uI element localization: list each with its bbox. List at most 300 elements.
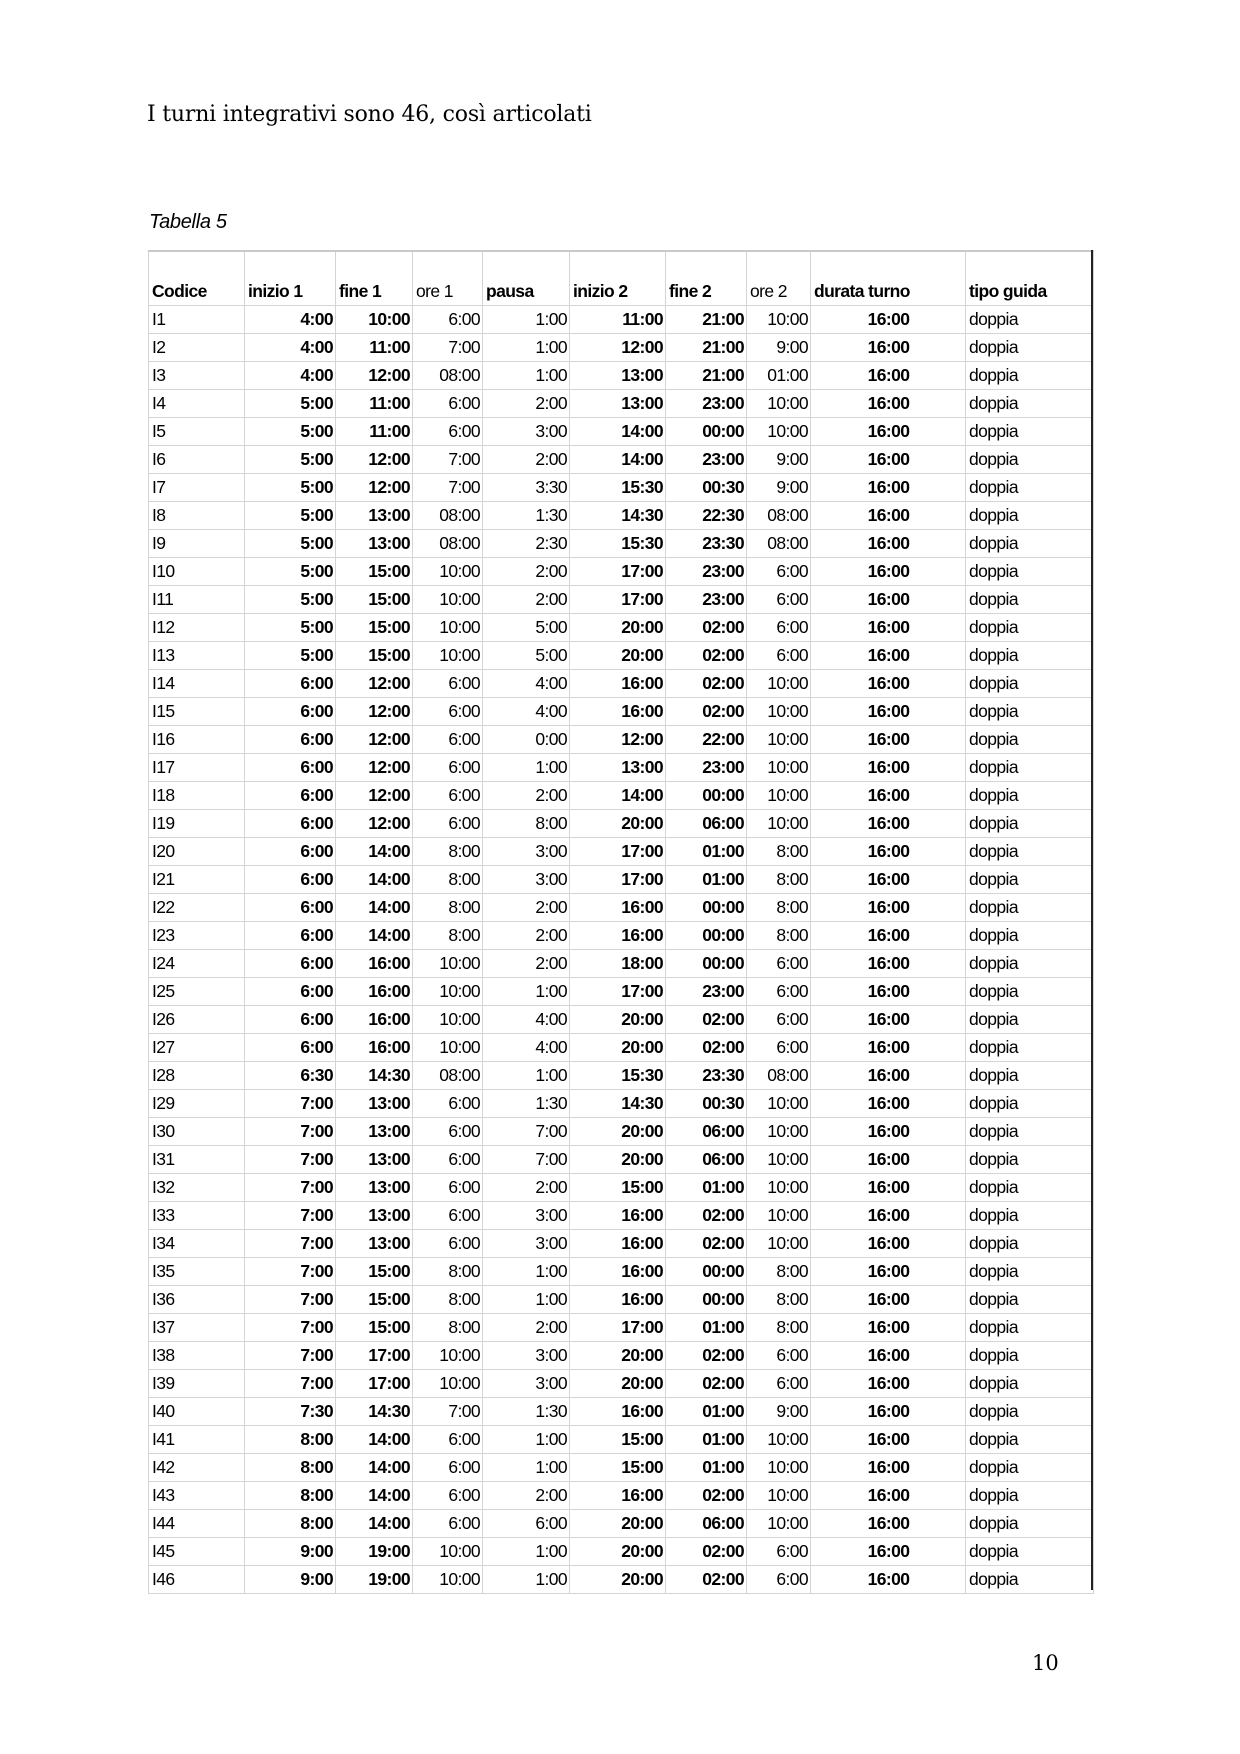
table-cell: I45 — [149, 1538, 245, 1566]
table-cell: 01:00 — [666, 1398, 747, 1426]
table-row — [149, 1314, 1094, 1342]
table-cell: 7:00 — [245, 1342, 336, 1370]
table-cell: 16:00 — [811, 1566, 966, 1594]
table-cell: doppia — [966, 1118, 1094, 1146]
table-cell: 13:00 — [570, 362, 666, 390]
table-cell: 2:00 — [483, 1482, 570, 1510]
table-row — [149, 726, 1094, 754]
table-cell: 16:00 — [811, 446, 966, 474]
table-cell: 5:00 — [245, 586, 336, 614]
table-cell: 16:00 — [811, 1230, 966, 1258]
table-cell: 2:00 — [483, 558, 570, 586]
table-cell: 6:00 — [413, 698, 483, 726]
header-cell: pausa — [483, 251, 570, 306]
table-cell: I24 — [149, 950, 245, 978]
table-row — [149, 782, 1094, 810]
table-cell: 6:00 — [245, 698, 336, 726]
table-cell: 17:00 — [570, 586, 666, 614]
table-cell: 6:00 — [245, 670, 336, 698]
table-cell: 3:00 — [483, 1230, 570, 1258]
table-cell: 1:30 — [483, 1398, 570, 1426]
table-cell: I20 — [149, 838, 245, 866]
table-cell: 00:00 — [666, 894, 747, 922]
table-cell: doppia — [966, 670, 1094, 698]
table-cell: 2:30 — [483, 530, 570, 558]
table-cell: doppia — [966, 1006, 1094, 1034]
table-cell: 1:00 — [483, 362, 570, 390]
table-cell: 17:00 — [336, 1342, 413, 1370]
table-cell: 01:00 — [666, 1454, 747, 1482]
table-cell: 2:00 — [483, 782, 570, 810]
table-cell: 14:00 — [570, 446, 666, 474]
table-cell: doppia — [966, 558, 1094, 586]
table-cell: I38 — [149, 1342, 245, 1370]
table-row — [149, 306, 1094, 334]
table-cell: 10:00 — [747, 306, 811, 334]
table-cell: doppia — [966, 922, 1094, 950]
table-row — [149, 1538, 1094, 1566]
table-cell: I5 — [149, 418, 245, 446]
table-cell: doppia — [966, 1538, 1094, 1566]
table-cell: 14:00 — [336, 1454, 413, 1482]
table-cell: 6:00 — [245, 782, 336, 810]
table-cell: 14:00 — [336, 922, 413, 950]
table-cell: 11:00 — [336, 334, 413, 362]
table-cell: 14:30 — [570, 502, 666, 530]
table-cell: 16:00 — [570, 698, 666, 726]
table-cell: 7:00 — [413, 334, 483, 362]
table-cell: 6:00 — [413, 1174, 483, 1202]
table-cell: 7:00 — [245, 1286, 336, 1314]
table-cell: I41 — [149, 1426, 245, 1454]
table-cell: I43 — [149, 1482, 245, 1510]
table-cell: 23:00 — [666, 586, 747, 614]
table-cell: 11:00 — [336, 390, 413, 418]
table-cell: 16:00 — [811, 418, 966, 446]
table-body — [149, 251, 1094, 1594]
table-cell: 6:00 — [413, 754, 483, 782]
table-cell: I44 — [149, 1510, 245, 1538]
table-cell: I39 — [149, 1370, 245, 1398]
table-cell: 17:00 — [570, 558, 666, 586]
table-cell: doppia — [966, 1482, 1094, 1510]
table-cell: 16:00 — [811, 614, 966, 642]
table-cell: 01:00 — [747, 362, 811, 390]
table-cell: I33 — [149, 1202, 245, 1230]
header-cell: inizio 1 — [245, 251, 336, 306]
table-cell: doppia — [966, 306, 1094, 334]
table-row — [149, 642, 1094, 670]
table-cell: 1:30 — [483, 1090, 570, 1118]
table-row — [149, 922, 1094, 950]
table-cell: 16:00 — [811, 1426, 966, 1454]
table-cell: 8:00 — [245, 1510, 336, 1538]
table-cell: 10:00 — [747, 810, 811, 838]
table-cell: 3:00 — [483, 838, 570, 866]
table-cell: 10:00 — [413, 1566, 483, 1594]
header-cell: tipo guida — [966, 251, 1094, 306]
table-cell: 15:00 — [336, 1314, 413, 1342]
table-cell: doppia — [966, 586, 1094, 614]
table-cell: I12 — [149, 614, 245, 642]
table-cell: I31 — [149, 1146, 245, 1174]
table-cell: doppia — [966, 418, 1094, 446]
table-cell: 9:00 — [245, 1566, 336, 1594]
table-cell: 16:00 — [811, 810, 966, 838]
table-cell: 14:00 — [570, 782, 666, 810]
table-cell: 10:00 — [747, 1174, 811, 1202]
table-cell: 17:00 — [570, 866, 666, 894]
table-row — [149, 1034, 1094, 1062]
table-cell: 12:00 — [336, 754, 413, 782]
table-cell: I28 — [149, 1062, 245, 1090]
table-cell: 8:00 — [747, 1314, 811, 1342]
table-cell: 16:00 — [811, 1258, 966, 1286]
table-row — [149, 1230, 1094, 1258]
table-cell: 02:00 — [666, 698, 747, 726]
table-cell: I37 — [149, 1314, 245, 1342]
table-cell: 8:00 — [413, 922, 483, 950]
table-row — [149, 810, 1094, 838]
table-cell: I36 — [149, 1286, 245, 1314]
table-cell: 16:00 — [811, 1062, 966, 1090]
table-cell: 7:00 — [245, 1202, 336, 1230]
table-cell: 13:00 — [336, 502, 413, 530]
table-cell: 3:00 — [483, 1370, 570, 1398]
table-cell: 14:30 — [570, 1090, 666, 1118]
table-cell: 20:00 — [570, 1370, 666, 1398]
table-cell: 1:00 — [483, 306, 570, 334]
table-cell: 00:00 — [666, 1286, 747, 1314]
table-cell: 18:00 — [570, 950, 666, 978]
table-cell: I32 — [149, 1174, 245, 1202]
table-cell: 16:00 — [570, 922, 666, 950]
table-cell: 6:00 — [413, 782, 483, 810]
table-cell: 6:00 — [413, 726, 483, 754]
table-cell: 6:00 — [413, 390, 483, 418]
table-cell: 23:00 — [666, 446, 747, 474]
table-cell: 02:00 — [666, 1538, 747, 1566]
table-cell: I30 — [149, 1118, 245, 1146]
table-cell: doppia — [966, 950, 1094, 978]
table-cell: 6:00 — [245, 866, 336, 894]
table-row — [149, 950, 1094, 978]
table-row — [149, 1398, 1094, 1426]
table-cell: 1:00 — [483, 978, 570, 1006]
table-cell: 5:00 — [483, 642, 570, 670]
table-cell: 6:00 — [747, 950, 811, 978]
table-cell: 10:00 — [336, 306, 413, 334]
table-cell: 8:00 — [747, 838, 811, 866]
table-cell: doppia — [966, 1454, 1094, 1482]
table-cell: 16:00 — [811, 334, 966, 362]
table-cell: doppia — [966, 1398, 1094, 1426]
table-row — [149, 418, 1094, 446]
table-cell: 3:00 — [483, 1342, 570, 1370]
table-cell: doppia — [966, 1286, 1094, 1314]
table-cell: doppia — [966, 362, 1094, 390]
table-row — [149, 1146, 1094, 1174]
table-cell: 6:00 — [245, 978, 336, 1006]
table-cell: 13:00 — [336, 530, 413, 558]
table-cell: 10:00 — [747, 1230, 811, 1258]
table-cell: 6:00 — [413, 1090, 483, 1118]
table-cell: 16:00 — [811, 1342, 966, 1370]
table-cell: doppia — [966, 530, 1094, 558]
table-cell: doppia — [966, 502, 1094, 530]
table-cell: doppia — [966, 334, 1094, 362]
table-cell: 8:00 — [747, 922, 811, 950]
table-cell: 16:00 — [811, 922, 966, 950]
table-cell: 3:00 — [483, 1202, 570, 1230]
table-cell: 16:00 — [811, 1538, 966, 1566]
table-cell: 14:00 — [570, 418, 666, 446]
table-cell: I7 — [149, 474, 245, 502]
table-cell: 8:00 — [747, 1286, 811, 1314]
table-cell: 13:00 — [336, 1174, 413, 1202]
table-cell: 21:00 — [666, 362, 747, 390]
table-cell: 13:00 — [336, 1118, 413, 1146]
table-cell: 4:00 — [483, 1006, 570, 1034]
table-cell: 12:00 — [336, 446, 413, 474]
table-cell: 1:00 — [483, 1538, 570, 1566]
table-cell: doppia — [966, 726, 1094, 754]
table-cell: 7:00 — [245, 1370, 336, 1398]
table-cell: doppia — [966, 474, 1094, 502]
table-cell: 10:00 — [747, 1090, 811, 1118]
table-cell: 01:00 — [666, 866, 747, 894]
table-cell: 20:00 — [570, 614, 666, 642]
table-cell: 4:00 — [245, 334, 336, 362]
shifts-table-container — [148, 250, 1094, 1594]
table-cell: 8:00 — [747, 866, 811, 894]
table-row — [149, 390, 1094, 418]
table-cell: 20:00 — [570, 810, 666, 838]
table-cell: 16:00 — [570, 1258, 666, 1286]
table-cell: 23:30 — [666, 1062, 747, 1090]
table-cell: 6:00 — [245, 838, 336, 866]
table-cell: 02:00 — [666, 1034, 747, 1062]
table-cell: 5:00 — [245, 558, 336, 586]
table-cell: 10:00 — [747, 390, 811, 418]
table-row — [149, 1258, 1094, 1286]
table-cell: 16:00 — [811, 586, 966, 614]
table-cell: 4:00 — [245, 306, 336, 334]
table-cell: I35 — [149, 1258, 245, 1286]
table-right-border — [1091, 250, 1093, 1590]
table-cell: 6:00 — [413, 1230, 483, 1258]
table-cell: 16:00 — [811, 1034, 966, 1062]
table-cell: I46 — [149, 1566, 245, 1594]
table-cell: 1:00 — [483, 1426, 570, 1454]
table-row — [149, 474, 1094, 502]
table-cell: 19:00 — [336, 1566, 413, 1594]
table-cell: 00:00 — [666, 950, 747, 978]
table-cell: 12:00 — [570, 334, 666, 362]
table-cell: 16:00 — [811, 1286, 966, 1314]
table-row — [149, 894, 1094, 922]
table-cell: 6:00 — [747, 1566, 811, 1594]
table-cell: I15 — [149, 698, 245, 726]
table-cell: 16:00 — [570, 1230, 666, 1258]
table-cell: 6:00 — [413, 1454, 483, 1482]
table-cell: 10:00 — [747, 754, 811, 782]
table-cell: doppia — [966, 698, 1094, 726]
table-cell: I40 — [149, 1398, 245, 1426]
table-cell: 6:00 — [483, 1510, 570, 1538]
table-cell: 10:00 — [747, 1454, 811, 1482]
table-cell: 13:00 — [570, 754, 666, 782]
table-cell: 20:00 — [570, 1538, 666, 1566]
table-cell: 16:00 — [811, 978, 966, 1006]
table-cell: 16:00 — [336, 1006, 413, 1034]
table-cell: doppia — [966, 1510, 1094, 1538]
table-cell: 16:00 — [811, 698, 966, 726]
table-cell: 15:00 — [336, 1286, 413, 1314]
table-cell: 6:00 — [413, 1510, 483, 1538]
table-cell: doppia — [966, 446, 1094, 474]
table-cell: 16:00 — [811, 1314, 966, 1342]
table-cell: 6:00 — [747, 1538, 811, 1566]
table-cell: 15:00 — [336, 614, 413, 642]
table-cell: 6:00 — [747, 1006, 811, 1034]
table-cell: 8:00 — [413, 1286, 483, 1314]
table-cell: 5:00 — [483, 614, 570, 642]
table-cell: 10:00 — [747, 1510, 811, 1538]
table-cell: 00:00 — [666, 922, 747, 950]
table-cell: 02:00 — [666, 1566, 747, 1594]
table-cell: 16:00 — [811, 642, 966, 670]
table-cell: 11:00 — [336, 418, 413, 446]
table-cell: 6:00 — [413, 1482, 483, 1510]
table-cell: 9:00 — [747, 474, 811, 502]
table-cell: I21 — [149, 866, 245, 894]
table-cell: 16:00 — [811, 1510, 966, 1538]
table-cell: 6:00 — [413, 1118, 483, 1146]
table-cell: 16:00 — [570, 1482, 666, 1510]
table-cell: 00:00 — [666, 418, 747, 446]
table-cell: 15:30 — [570, 474, 666, 502]
table-cell: 16:00 — [811, 754, 966, 782]
header-cell: ore 2 — [747, 251, 811, 306]
table-cell: 20:00 — [570, 1146, 666, 1174]
table-cell: 1:00 — [483, 1258, 570, 1286]
table-cell: doppia — [966, 978, 1094, 1006]
table-cell: 16:00 — [811, 950, 966, 978]
table-cell: 3:30 — [483, 474, 570, 502]
table-cell: I3 — [149, 362, 245, 390]
table-cell: 1:30 — [483, 502, 570, 530]
table-cell: 16:00 — [811, 1398, 966, 1426]
table-cell: 8:00 — [245, 1482, 336, 1510]
table-cell: I2 — [149, 334, 245, 362]
table-cell: 5:00 — [245, 418, 336, 446]
table-cell: 15:00 — [570, 1454, 666, 1482]
table-cell: I6 — [149, 446, 245, 474]
table-cell: I19 — [149, 810, 245, 838]
table-cell: 08:00 — [413, 502, 483, 530]
table-cell: 02:00 — [666, 1202, 747, 1230]
table-row — [149, 1342, 1094, 1370]
table-cell: 2:00 — [483, 1314, 570, 1342]
table-cell: 5:00 — [245, 446, 336, 474]
table-cell: 16:00 — [811, 894, 966, 922]
table-cell: 8:00 — [413, 838, 483, 866]
table-cell: 8:00 — [245, 1426, 336, 1454]
table-row — [149, 1118, 1094, 1146]
table-cell: 16:00 — [811, 1370, 966, 1398]
table-cell: 6:00 — [747, 558, 811, 586]
table-cell: 4:00 — [483, 698, 570, 726]
table-cell: 16:00 — [811, 782, 966, 810]
table-cell: 08:00 — [747, 502, 811, 530]
table-cell: 16:00 — [811, 866, 966, 894]
table-cell: 5:00 — [245, 530, 336, 558]
table-row — [149, 614, 1094, 642]
table-cell: I10 — [149, 558, 245, 586]
table-cell: 15:00 — [570, 1174, 666, 1202]
table-cell: 15:30 — [570, 530, 666, 558]
table-cell: 00:00 — [666, 1258, 747, 1286]
table-cell: 8:00 — [413, 894, 483, 922]
table-row — [149, 1062, 1094, 1090]
table-cell: I16 — [149, 726, 245, 754]
table-cell: 5:00 — [245, 502, 336, 530]
table-row — [149, 1202, 1094, 1230]
header-cell: fine 1 — [336, 251, 413, 306]
table-cell: 16:00 — [811, 670, 966, 698]
table-cell: 06:00 — [666, 1510, 747, 1538]
table-cell: 6:00 — [245, 894, 336, 922]
table-cell: I8 — [149, 502, 245, 530]
table-cell: 10:00 — [413, 614, 483, 642]
table-cell: 01:00 — [666, 838, 747, 866]
table-cell: 10:00 — [413, 1342, 483, 1370]
table-cell: 16:00 — [811, 306, 966, 334]
table-cell: I42 — [149, 1454, 245, 1482]
table-row — [149, 978, 1094, 1006]
table-cell: 6:00 — [413, 1426, 483, 1454]
page-number: 10 — [1032, 1651, 1059, 1675]
table-cell: 16:00 — [811, 530, 966, 558]
table-cell: I22 — [149, 894, 245, 922]
table-cell: 6:00 — [245, 950, 336, 978]
table-cell: I9 — [149, 530, 245, 558]
table-cell: 10:00 — [413, 558, 483, 586]
table-row — [149, 530, 1094, 558]
table-cell: 16:00 — [811, 1174, 966, 1202]
table-cell: 08:00 — [747, 1062, 811, 1090]
table-cell: 01:00 — [666, 1426, 747, 1454]
table-cell: 23:00 — [666, 390, 747, 418]
table-cell: 6:00 — [747, 1034, 811, 1062]
table-cell: 10:00 — [413, 1006, 483, 1034]
table-row — [149, 334, 1094, 362]
table-cell: doppia — [966, 1034, 1094, 1062]
table-cell: 6:00 — [245, 726, 336, 754]
table-cell: 6:00 — [747, 642, 811, 670]
table-cell: 1:00 — [483, 1286, 570, 1314]
table-cell: I26 — [149, 1006, 245, 1034]
table-cell: 4:00 — [483, 1034, 570, 1062]
table-cell: 3:00 — [483, 866, 570, 894]
table-cell: 8:00 — [747, 1258, 811, 1286]
table-cell: 9:00 — [747, 334, 811, 362]
table-cell: doppia — [966, 1370, 1094, 1398]
table-cell: 10:00 — [747, 726, 811, 754]
shifts-table — [148, 250, 1094, 1594]
table-row — [149, 1370, 1094, 1398]
